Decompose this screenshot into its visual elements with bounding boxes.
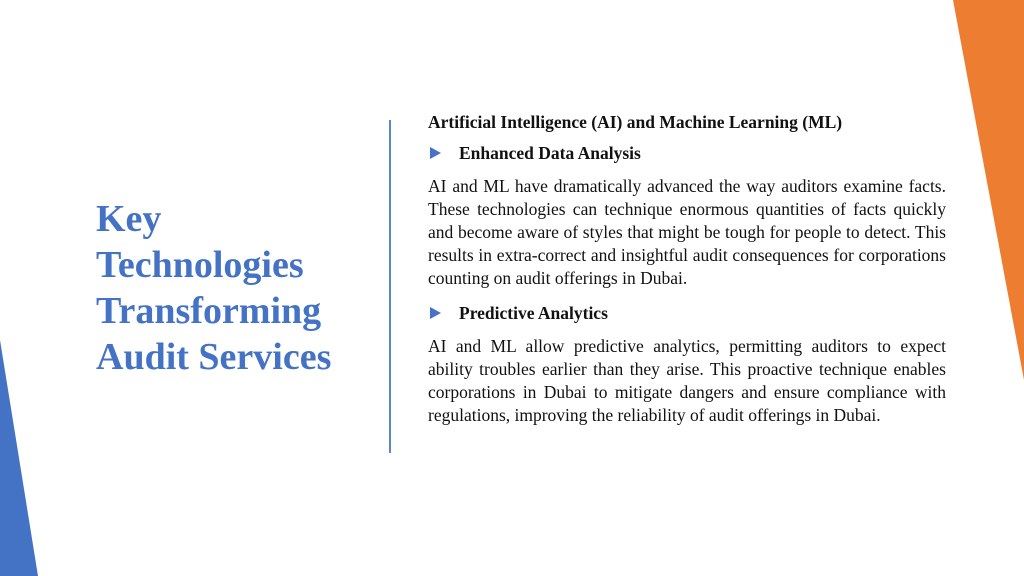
triangle-bullet-icon xyxy=(430,307,441,319)
right-orange-wedge xyxy=(953,0,1024,380)
title-line: Key xyxy=(96,198,162,240)
bullet-item xyxy=(428,302,946,324)
vertical-divider xyxy=(389,120,391,453)
bullet-label: Predictive Analytics xyxy=(459,303,608,323)
bullet-paragraph: AI and ML have dramatically advanced the way auditors examine facts. These technologies can technique enormous quantities of facts quickly and become aware of styles that might be tough for people to detect. This results in extra-correct and insightful audit consequences for corporations counting on audit offerings in Dubai. xyxy=(428,176,946,288)
slide-title xyxy=(96,196,366,380)
bullet-paragraph: AI and ML allow predictive analytics, permitting auditors to expect ability troubles earlier than they arise. This proactive technique enables corporations in Dubai to mitigate dangers and ensure compliance with regulations, improving the reliability of audit offerings in Dubai. xyxy=(428,336,946,425)
triangle-bullet-icon xyxy=(430,147,441,159)
title-line: Audit Services xyxy=(96,336,332,378)
title-line: Transforming xyxy=(96,290,322,332)
title-line: Technologies xyxy=(96,244,304,286)
content-panel xyxy=(428,111,946,439)
section-heading: Artificial Intelligence (AI) and Machine Learning (ML) xyxy=(428,112,843,132)
bullet-label: Enhanced Data Analysis xyxy=(459,143,641,163)
bullet-item xyxy=(428,142,946,164)
left-blue-wedge xyxy=(0,340,38,576)
